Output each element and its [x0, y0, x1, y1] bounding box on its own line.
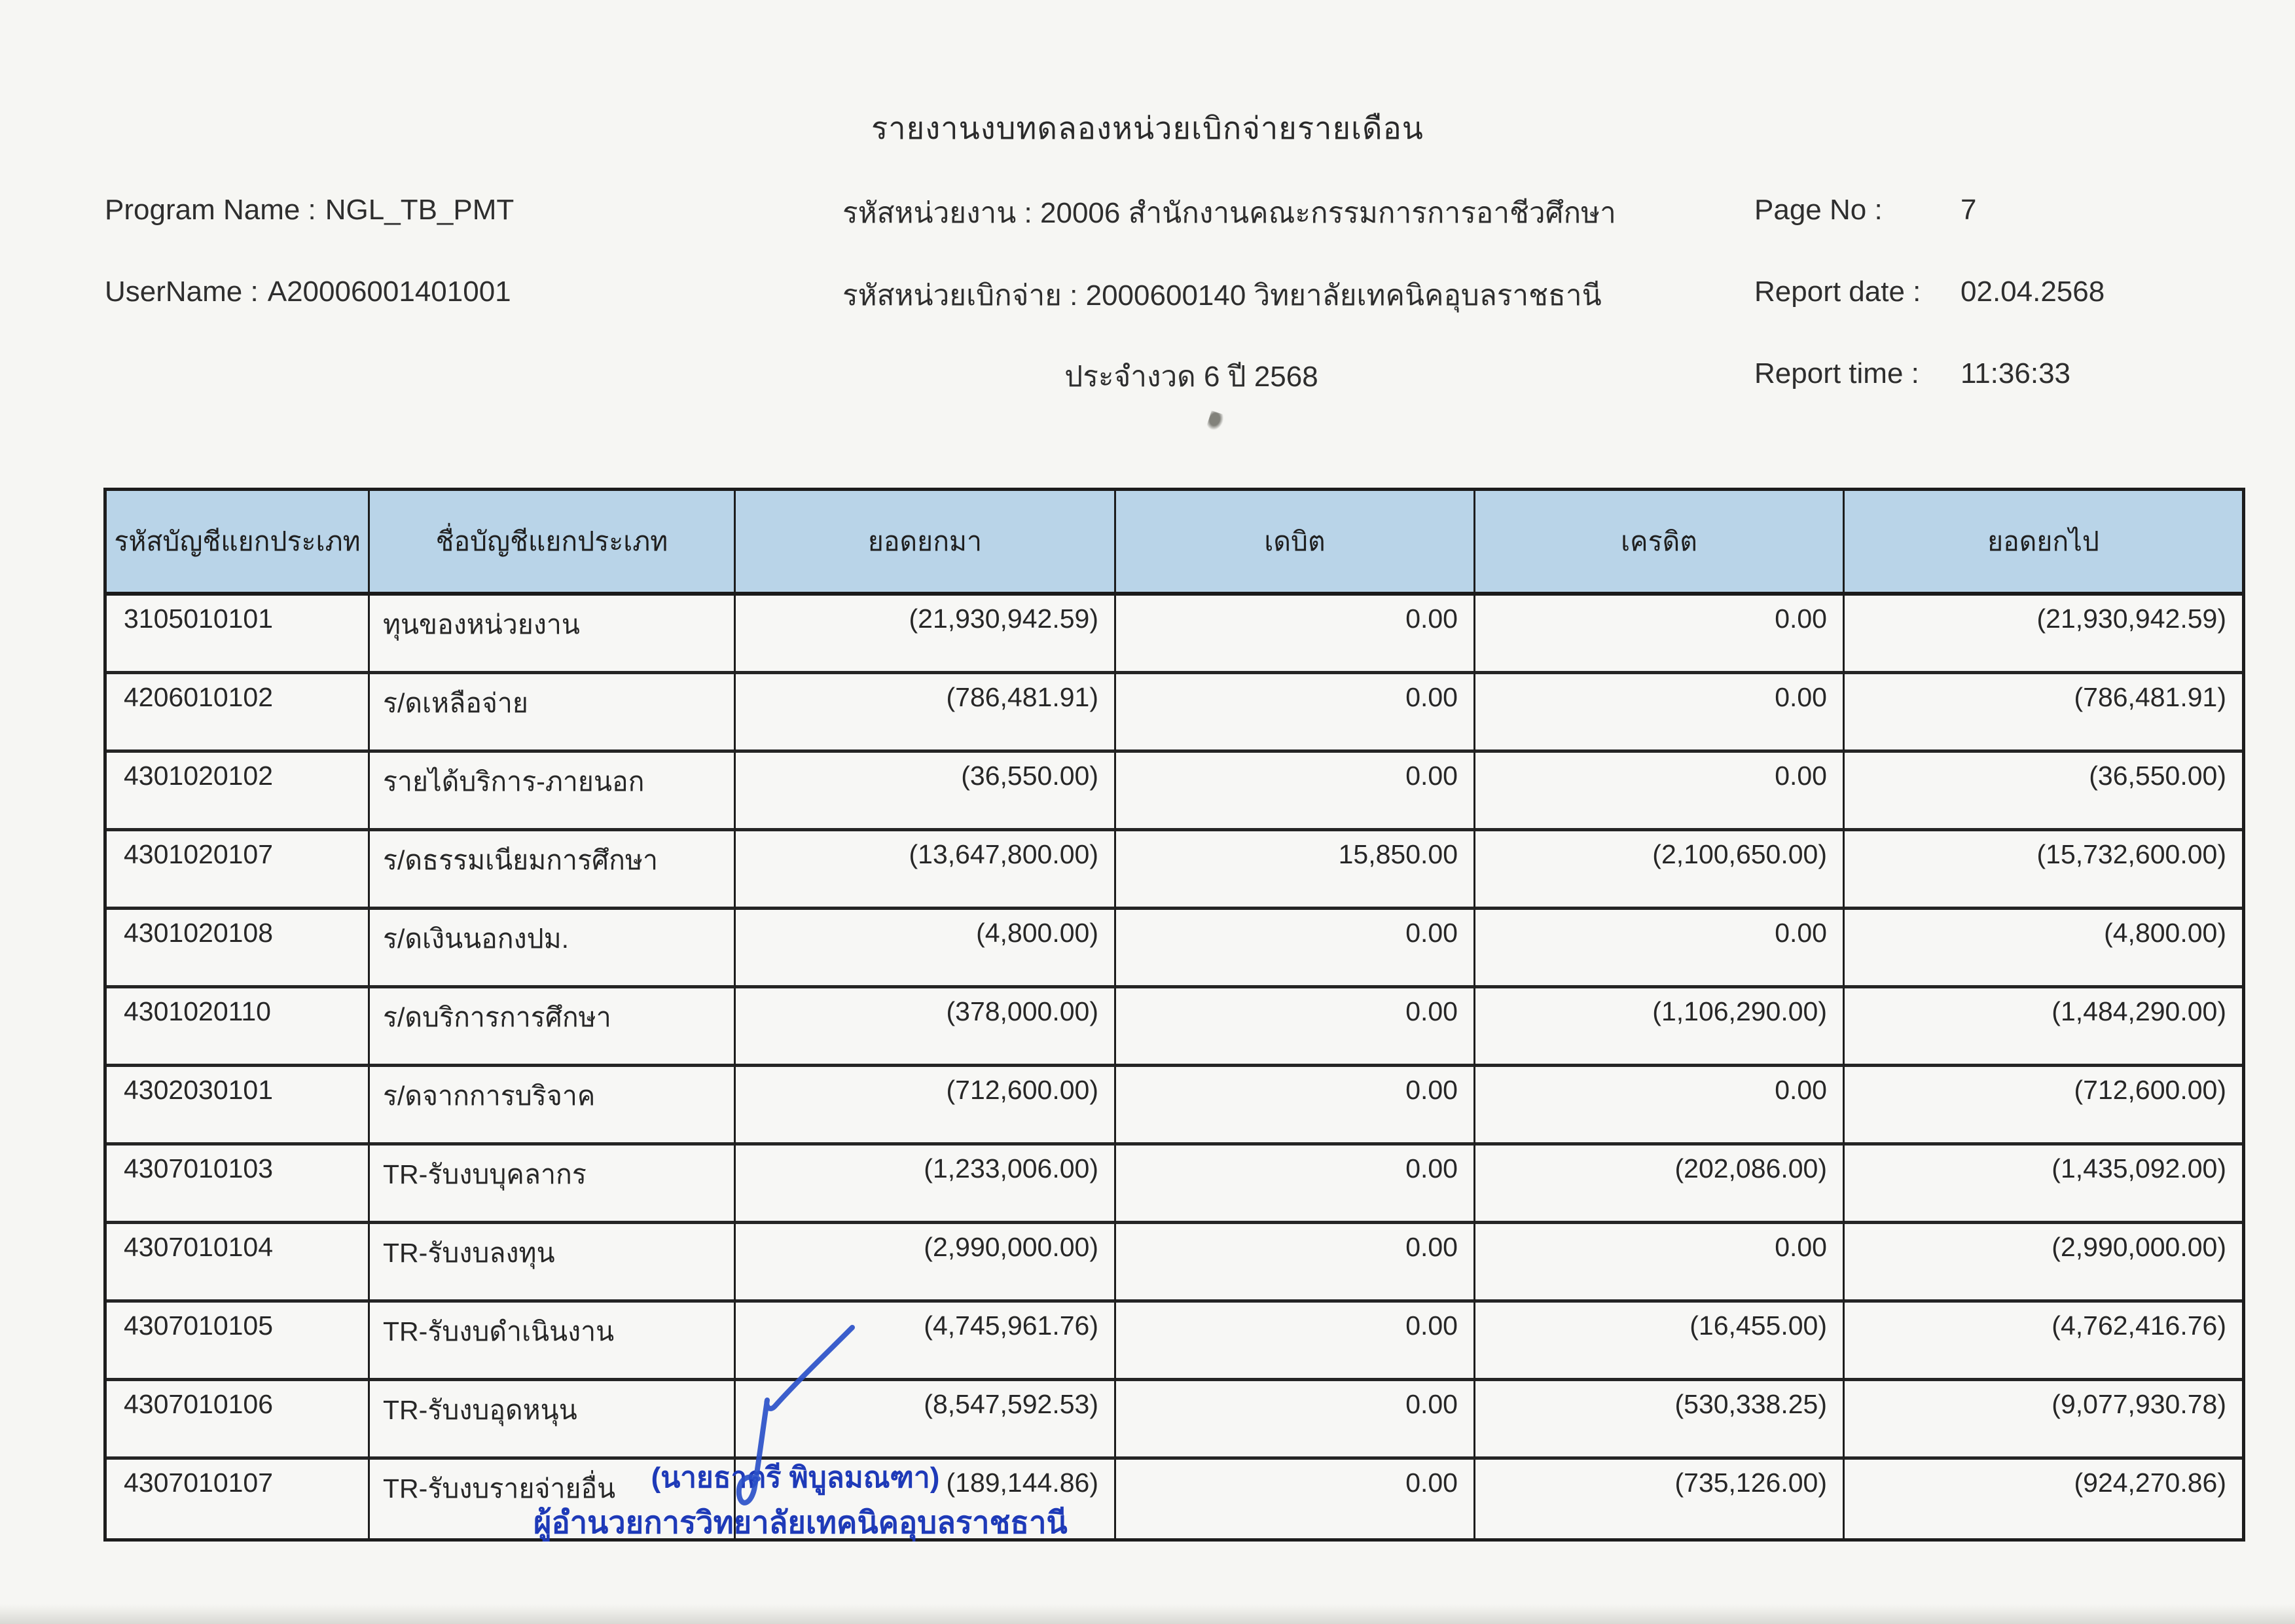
credit-cell: (530,338.25) — [1475, 1381, 1845, 1460]
username-label: UserName : — [105, 276, 259, 308]
account-code-cell: 4206010102 — [107, 674, 370, 753]
debit-cell: 0.00 — [1116, 1460, 1475, 1538]
header-balance-brought-forward: ยอดยกมา — [736, 491, 1116, 596]
credit-cell: (202,086.00) — [1475, 1146, 1845, 1224]
balance-carried-forward-cell: (1,435,092.00) — [1845, 1146, 2242, 1224]
account-code-cell: 4301020110 — [107, 988, 370, 1067]
credit-cell: 0.00 — [1475, 596, 1845, 674]
credit-cell: 0.00 — [1475, 1067, 1845, 1146]
director-stamp-title: ผู้อำนวยการวิทยาลัยเทคนิคอุบลราชธานี — [533, 1505, 1068, 1540]
page-no-label: Page No : — [1754, 194, 1883, 226]
scan-edge-shadow — [0, 1604, 2295, 1624]
trial-balance-table — [103, 488, 2245, 1542]
program-name-label: Program Name : — [105, 194, 316, 226]
debit-cell: 0.00 — [1116, 988, 1475, 1067]
credit-cell: 0.00 — [1475, 910, 1845, 988]
debit-cell: 0.00 — [1116, 1381, 1475, 1460]
debit-cell: 0.00 — [1116, 753, 1475, 831]
debit-cell: 0.00 — [1116, 1146, 1475, 1224]
account-code-cell: 4307010106 — [107, 1381, 370, 1460]
credit-cell: (1,106,290.00) — [1475, 988, 1845, 1067]
balance-carried-forward-cell: (924,270.86) — [2074, 1468, 2226, 1498]
balance-carried-forward-cell: (15,732,600.00) — [1845, 831, 2242, 910]
debit-cell: 0.00 — [1116, 910, 1475, 988]
account-code-cell: 3105010101 — [107, 596, 370, 674]
balance-carried-forward-cell: (4,800.00) — [1845, 910, 2242, 988]
header-debit: เดบิต — [1116, 491, 1475, 596]
balance-brought-forward-cell: (712,600.00) — [736, 1067, 1116, 1146]
program-name-line — [105, 194, 514, 226]
balance-carried-forward-cell: (712,600.00) — [1845, 1067, 2242, 1146]
report-time-label: Report time : — [1754, 357, 1919, 389]
account-name-cell: ร/ดเงินนอกงปม. — [370, 910, 736, 988]
username-value: A20006001401001 — [267, 276, 511, 308]
account-name-cell: ร/ดเหลือจ่าย — [370, 674, 736, 753]
balance-carried-forward-cell: (786,481.91) — [1845, 674, 2242, 753]
account-name-cell: ร/ดจากการบริจาค — [370, 1067, 736, 1146]
account-code-cell: 4301020107 — [107, 831, 370, 910]
debit-cell: 0.00 — [1116, 1067, 1475, 1146]
program-name-value: NGL_TB_PMT — [325, 194, 515, 226]
debit-cell: 0.00 — [1116, 674, 1475, 753]
balance-brought-forward-cell: (786,481.91) — [736, 674, 1116, 753]
account-code-cell: 4301020102 — [107, 753, 370, 831]
header-account-code: รหัสบัญชีแยกประเภท — [107, 491, 370, 596]
balance-brought-forward-cell: (189,144.86) — [736, 1460, 1116, 1538]
account-name-cell: TR-รับงบรายจ่ายอื่น — [370, 1460, 736, 1538]
balance-brought-forward-cell: (4,800.00) — [736, 910, 1116, 988]
username-line — [105, 276, 511, 308]
account-name-cell: TR-รับงบอุดหนุน — [370, 1381, 736, 1460]
balance-brought-forward-cell: (2,990,000.00) — [736, 1224, 1116, 1303]
balance-brought-forward-cell: (8,547,592.53) — [736, 1381, 1116, 1460]
credit-cell: (2,100,650.00) — [1475, 831, 1845, 910]
debit-cell: 0.00 — [1116, 1224, 1475, 1303]
balance-carried-forward-cell: (36,550.00) — [1845, 753, 2242, 831]
report-title: รายงานงบทดลองหน่วยเบิกจ่ายรายเดือน — [871, 111, 1424, 145]
director-stamp-name: (นายธาตรี พิบูลมณฑา) — [651, 1462, 940, 1494]
header-balance-carried-forward: ยอดยกไป — [1845, 491, 2242, 596]
account-code-cell: 4307010104 — [107, 1224, 370, 1303]
debit-cell: 15,850.00 — [1116, 831, 1475, 910]
balance-brought-forward-cell: (36,550.00) — [736, 753, 1116, 831]
report-date-value: 02.04.2568 — [1961, 276, 2105, 308]
account-name-cell: ร/ดธรรมเนียมการศึกษา — [370, 831, 736, 910]
account-code-cell: 4307010107 — [107, 1460, 370, 1538]
balance-brought-forward-cell: (4,745,961.76) — [736, 1303, 1116, 1381]
agency-code-line: รหัสหน่วยงาน : 20006 สำนักงานคณะกรรมการการอาชีวศึกษา — [842, 197, 1616, 229]
balance-carried-forward-cell: (4,762,416.76) — [1845, 1303, 2242, 1381]
account-code-cell: 4307010103 — [107, 1146, 370, 1224]
account-name-cell: TR-รับงบดำเนินงาน — [370, 1303, 736, 1381]
account-code-cell: 4301020108 — [107, 910, 370, 988]
account-name-cell: ร/ดบริการการศึกษา — [370, 988, 736, 1067]
credit-cell: 0.00 — [1475, 674, 1845, 753]
scan-smudge-artifact — [1206, 410, 1225, 432]
balance-carried-forward-cell: (21,930,942.59) — [1845, 596, 2242, 674]
credit-cell: 0.00 — [1475, 753, 1845, 831]
balance-brought-forward-cell: (13,647,800.00) — [736, 831, 1116, 910]
balance-brought-forward-cell: (378,000.00) — [736, 988, 1116, 1067]
balance-brought-forward-cell: (1,233,006.00) — [736, 1146, 1116, 1224]
report-time-value: 11:36:33 — [1961, 357, 2071, 389]
account-name-cell: รายได้บริการ-ภายนอก — [370, 753, 736, 831]
disbursement-unit-line: รหัสหน่วยเบิกจ่าย : 2000600140 วิทยาลัยเทคนิคอุบลราชธานี — [842, 280, 1602, 312]
account-name-cell: TR-รับงบลงทุน — [370, 1224, 736, 1303]
balance-carried-forward-cell: (9,077,930.78) — [1845, 1381, 2242, 1460]
account-name-cell: ทุนของหน่วยงาน — [370, 596, 736, 674]
page-no-value: 7 — [1961, 194, 1977, 226]
account-code-cell: 4307010105 — [107, 1303, 370, 1381]
debit-cell: 0.00 — [1116, 596, 1475, 674]
credit-cell: (735,126.00) — [1475, 1460, 1845, 1538]
balance-brought-forward-cell: (21,930,942.59) — [736, 596, 1116, 674]
account-name-cell: TR-รับงบบุคลากร — [370, 1146, 736, 1224]
debit-cell: 0.00 — [1116, 1303, 1475, 1381]
period-line: ประจำงวด 6 ปี 2568 — [1064, 361, 1318, 393]
credit-cell: (16,455.00) — [1475, 1303, 1845, 1381]
balance-carried-forward-cell: (1,484,290.00) — [1845, 988, 2242, 1067]
report-date-label: Report date : — [1754, 276, 1921, 308]
header-credit: เครดิต — [1475, 491, 1845, 596]
header-account-name: ชื่อบัญชีแยกประเภท — [370, 491, 736, 596]
balance-carried-forward-cell: (2,990,000.00) — [1845, 1224, 2242, 1303]
account-code-cell: 4302030101 — [107, 1067, 370, 1146]
credit-cell: 0.00 — [1475, 1224, 1845, 1303]
